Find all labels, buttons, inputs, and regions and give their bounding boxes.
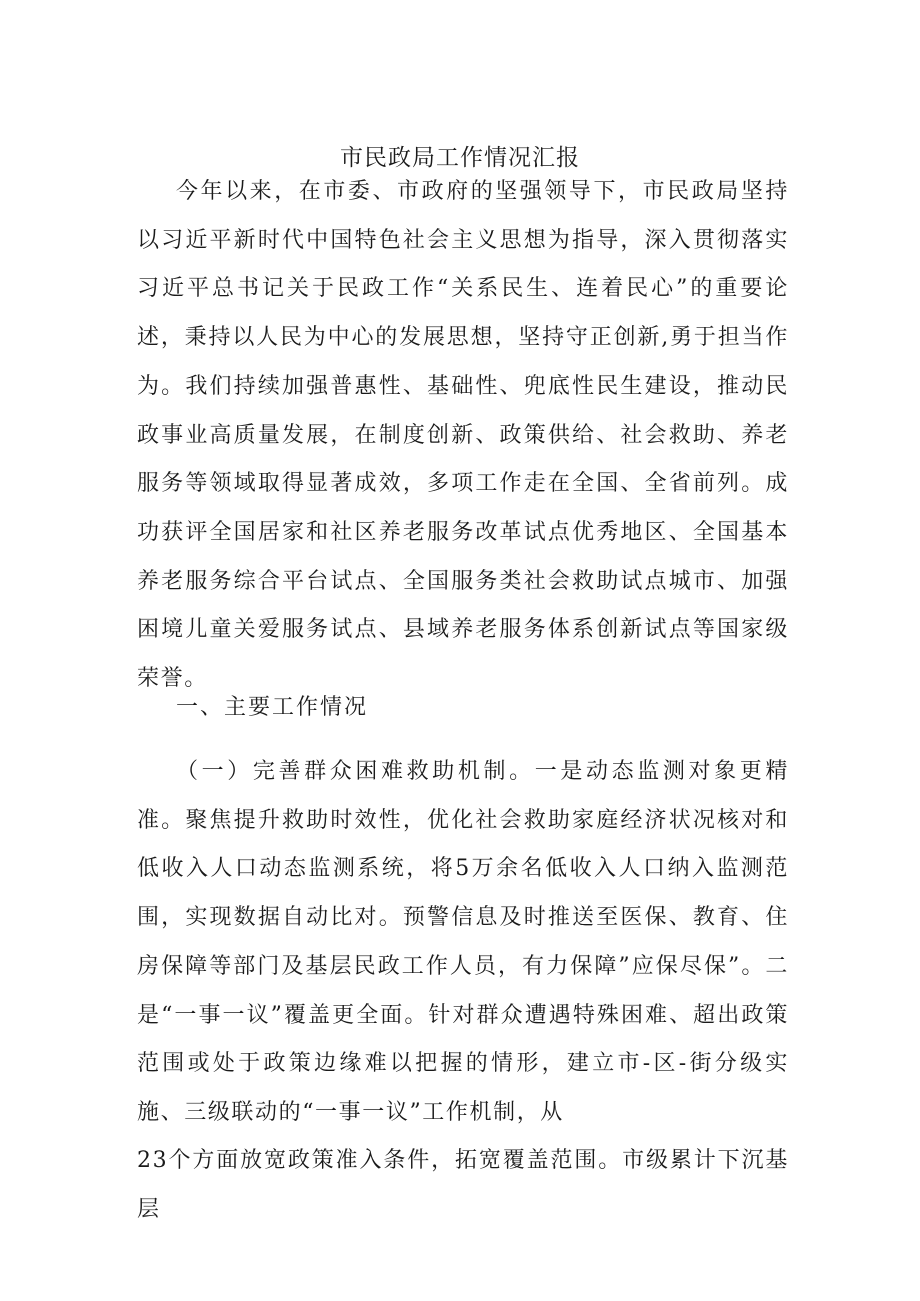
- document-title: 市民政局工作情况汇报: [340, 145, 580, 171]
- section-heading: 一、主要工作情况: [176, 695, 369, 720]
- intro-paragraph: 今年以来，在市委、市政府的坚强领导下，市民政局坚持以习近平新时代中国特色社会主义思想为指导，深入贯彻落实习近平总书记关于民政工作“关系民生、连着民心”的重要论述，秉持以人民为中心的发展思想，坚持守正创新,勇于担当作为。我们持续加强普惠性、基础性、兜底性民生建设，推动民政事业高质量发展，在制度创新、政策供给、社会救助、养老服务等领域取得显著成效，多项工作走在全国、全省前列。成功获评全国居家和社区养老服务改革试点优秀地区、全国基本养老服务综合平台试点、全国服务类社会救助试点城市、加强困境儿童关爱服务试点、县域养老服务体系创新试点等国家级荣誉。: [137, 179, 789, 692]
- section-paragraph: （一）完善群众困难救助机制。一是动态监测对象更精准。聚焦提升救助时效性，优化社会救助家庭经济状况核对和低收入人口动态监测系统，将5万余名低收入人口纳入监测范围，实现数据自动比对。预警信息及时推送至医保、教育、住房保障等部门及基层民政工作人员，有力保障”应保尽保”。二是“一事一议”覆盖更全面。针对群众遭遇特殊困难、超出政策范围或处于政策边缘难以把握的情形，建立市-区-街分级实施、三级联动的“一事一议”工作机制，从: [137, 759, 789, 1125]
- continuation-paragraph: 23个方面放宽政策准入条件，拓宽覆盖范围。市级累计下沉基层: [137, 1148, 789, 1222]
